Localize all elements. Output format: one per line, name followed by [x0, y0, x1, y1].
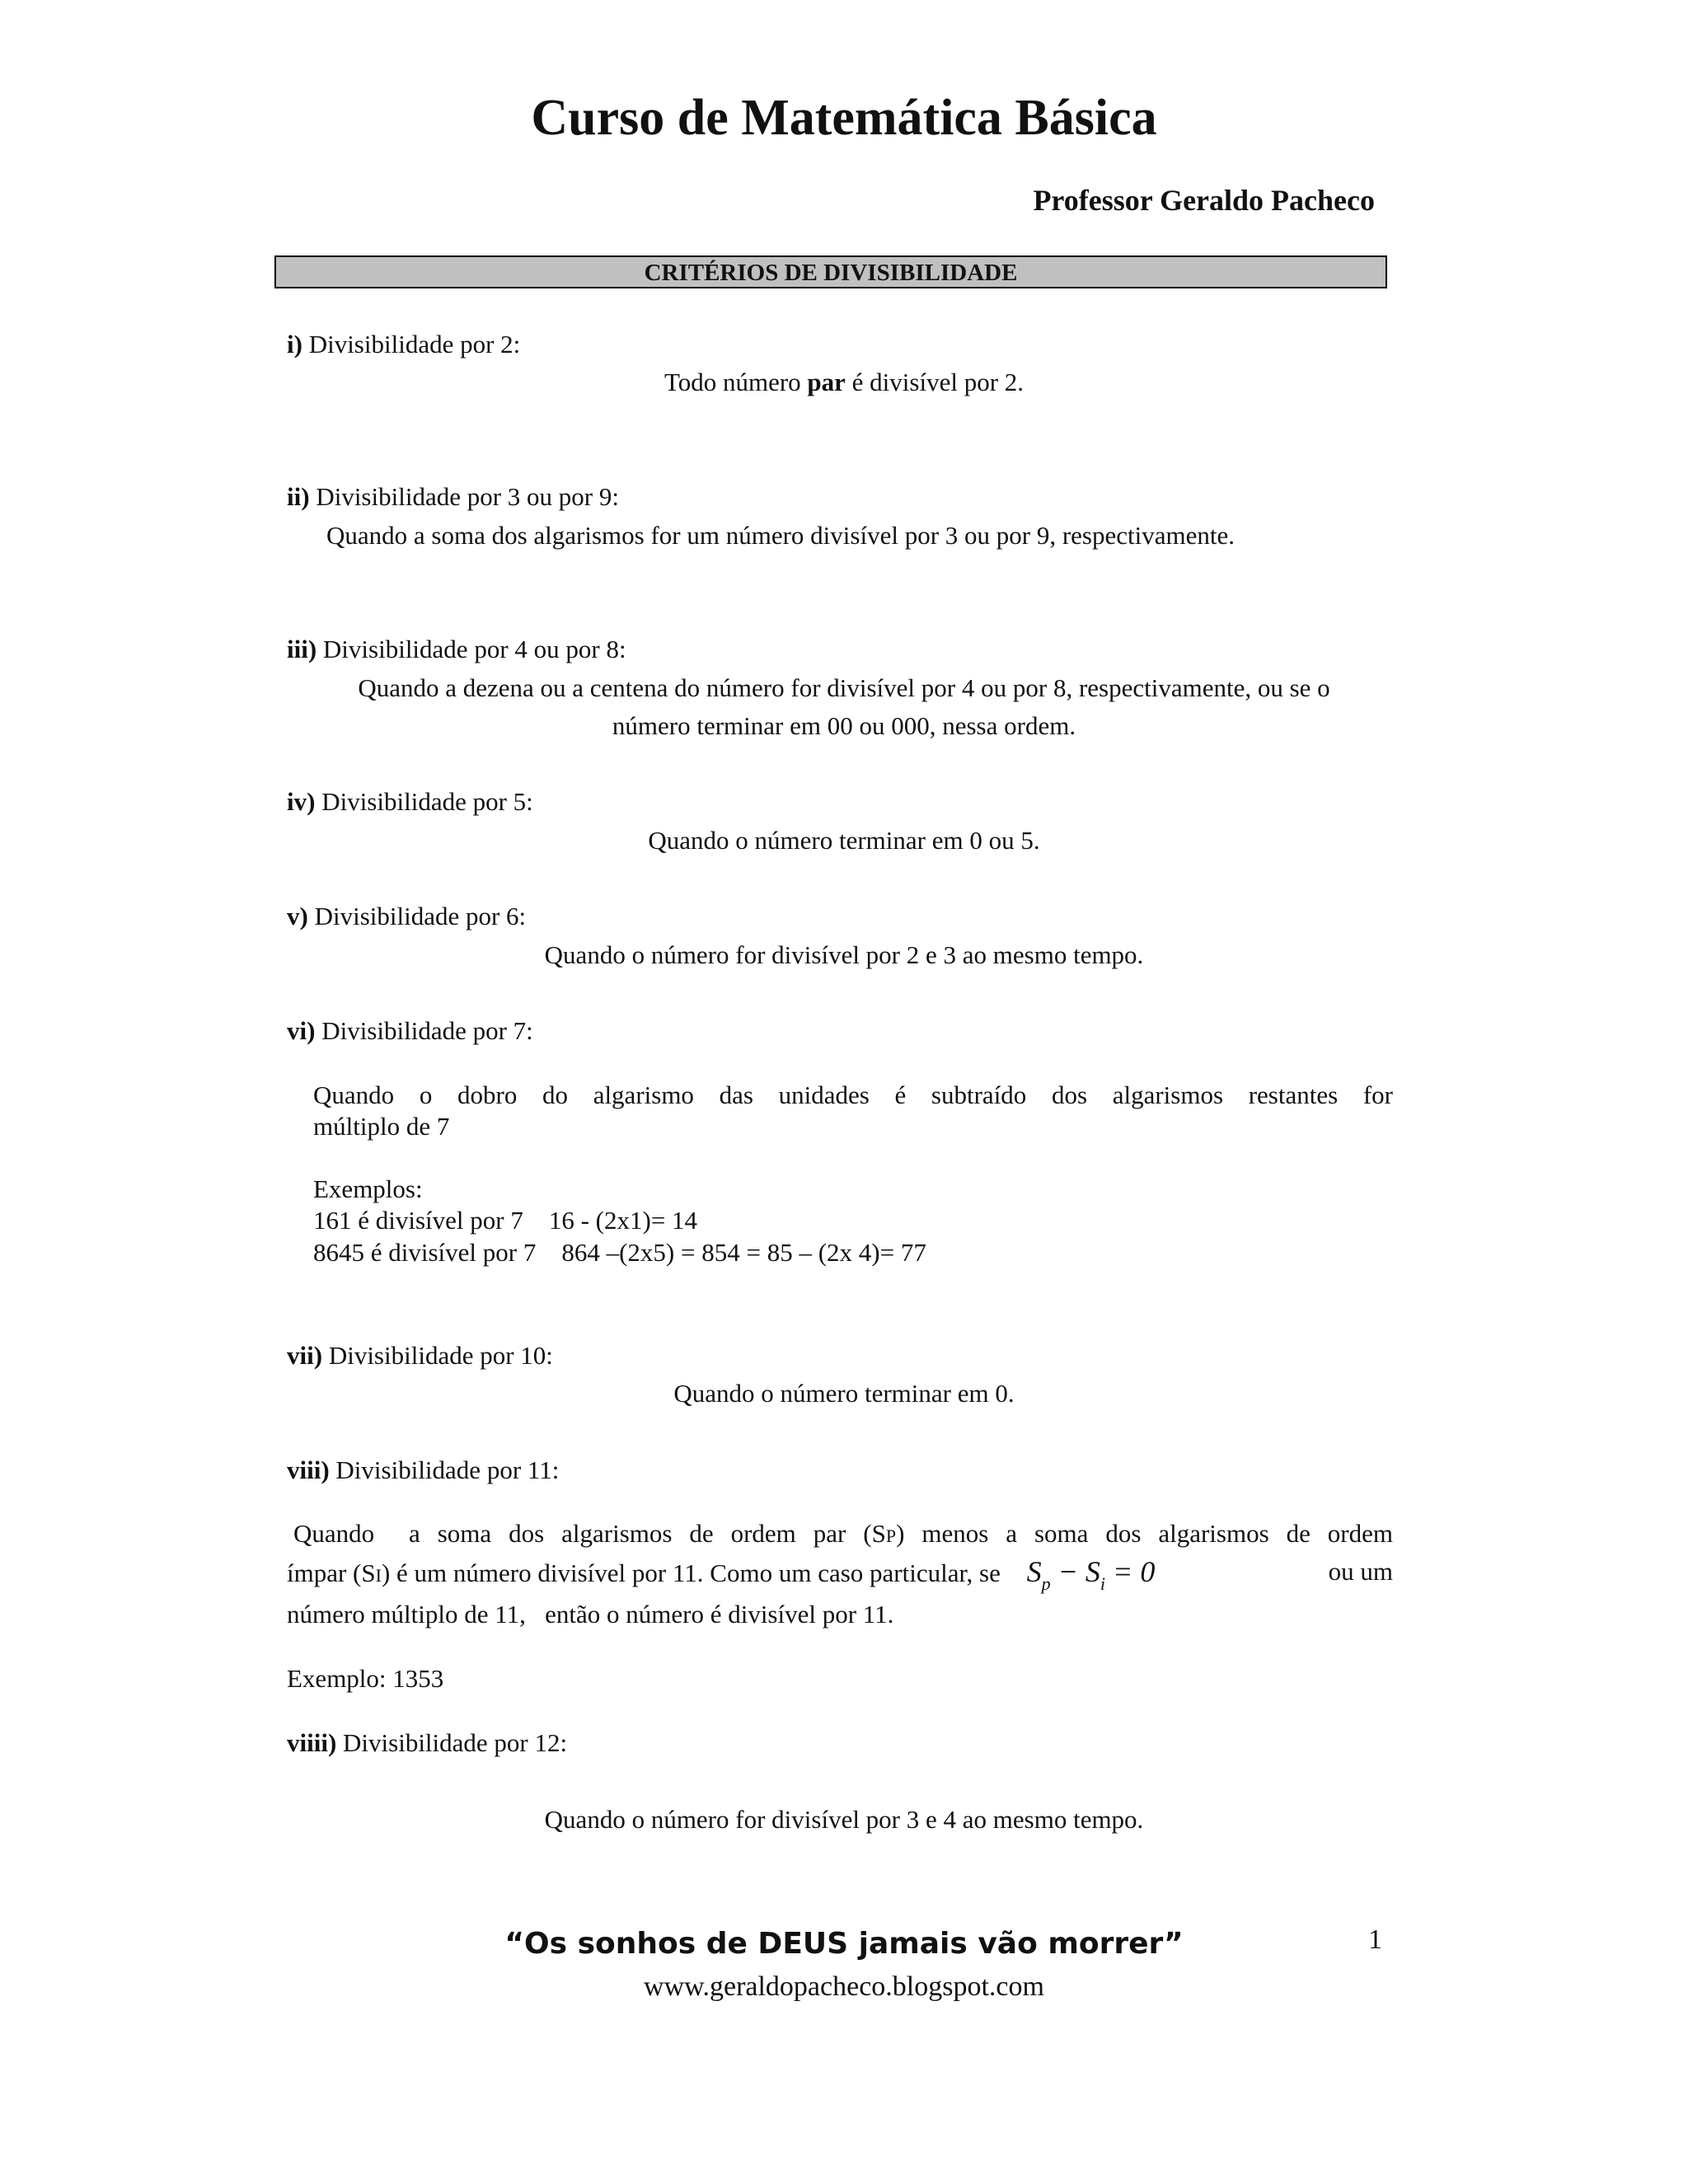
rule-number: ii) — [287, 482, 310, 511]
rule-heading-6 — [287, 900, 526, 933]
examples-label: Exemplos: — [313, 1174, 423, 1203]
section-banner: CRITÉRIOS DE DIVISIBILIDADE — [274, 255, 1387, 288]
rule-title: Divisibilidade por 12: — [343, 1728, 568, 1757]
rule-number: iv) — [287, 787, 316, 816]
rule-text-3-9: Quando a soma dos algarismos for um número divisível por 3 ou por 9, respectivamente. — [326, 521, 1235, 550]
rule-title: Divisibilidade por 10: — [328, 1341, 553, 1370]
rule-number: viiii) — [287, 1728, 337, 1757]
rule-heading-10 — [287, 1339, 553, 1372]
rule-text-11-line3: número múltiplo de 11, então o número é divisível por 11. — [287, 1600, 894, 1629]
rule-text-2: Todo número par é divisível por 2. — [663, 368, 1025, 396]
rule-number: iii) — [287, 635, 317, 663]
author-name: Professor Geraldo Pacheco — [1033, 184, 1375, 217]
rule-number: v) — [287, 902, 308, 930]
rule-title: Divisibilidade por 5: — [321, 787, 533, 816]
rule-text-7-line2: múltiplo de 7 — [313, 1112, 450, 1141]
rule-text-7-line1: Quando o dobro do algarismo das unidades é subtraído dos algarismos restantes for — [313, 1080, 1393, 1109]
rule-heading-2 — [287, 328, 520, 361]
page-title: Curso de Matemática Básica — [531, 90, 1157, 146]
rule-number: i) — [287, 330, 302, 359]
rule-text-10: Quando o número terminar em 0. — [673, 1379, 1015, 1408]
rule-heading-11 — [287, 1454, 559, 1487]
rule-number: vii) — [287, 1341, 323, 1370]
rule-heading-4-8 — [287, 633, 626, 666]
rule-title: Divisibilidade por 2: — [308, 330, 521, 359]
rule-heading-12 — [287, 1727, 567, 1760]
formula-sp-minus-si: $S_p - S_i = 0$ — [1026, 1555, 1156, 1594]
page-number: 1 — [1368, 1924, 1382, 1955]
bold-word: par — [807, 368, 846, 396]
example-8645: 8645 é divisível por 7 864 –(2x5) = 854 = 85 – (2x 4)= 77 — [313, 1238, 926, 1267]
rule-title: Divisibilidade por 7: — [321, 1016, 533, 1045]
rule-heading-5 — [287, 785, 533, 818]
rule-number: vi) — [287, 1016, 316, 1045]
rule-number: viii) — [287, 1455, 330, 1484]
example-161: 161 é divisível por 7 16 - (2x1)= 14 — [313, 1206, 698, 1235]
rule-text-6: Quando o número for divisível por 2 e 3 ao mesmo tempo. — [544, 940, 1144, 969]
rule-text-4-8-line2: número terminar em 00 ou 000, nessa ordem. — [612, 711, 1076, 740]
rule-heading-3-9 — [287, 480, 619, 513]
rule-text-11-line2: ímpar (SI) é um número divisível por 11. Como um caso particular, se $S_p - S_i = 0$ ou um — [287, 1555, 1393, 1594]
footer-quote: “Os sonhos de DEUS jamais vão morrer” — [504, 1927, 1184, 1961]
rule-text-4-8-line1: Quando a dezena ou a centena do número for divisível por 4 ou por 8, respectivamente, ou se o — [358, 673, 1330, 702]
rule-title: Divisibilidade por 4 ou por 8: — [322, 635, 626, 663]
rule-title: Divisibilidade por 3 ou por 9: — [316, 482, 619, 511]
footer-website: www.geraldopacheco.blogspot.com — [644, 1971, 1044, 2002]
rule-heading-7 — [287, 1015, 533, 1047]
rule-text-11-line1: Quando a soma dos algarismos de ordem par (SP) menos a soma dos algarismos de ordem — [293, 1519, 1393, 1548]
rule-title: Divisibilidade por 6: — [314, 902, 527, 930]
rule-text-5: Quando o número terminar em 0 ou 5. — [648, 826, 1040, 855]
rule-title: Divisibilidade por 11: — [335, 1455, 560, 1484]
rule-text-12: Quando o número for divisível por 3 e 4 ao mesmo tempo. — [544, 1805, 1144, 1834]
example-1353: Exemplo: 1353 — [287, 1664, 444, 1693]
